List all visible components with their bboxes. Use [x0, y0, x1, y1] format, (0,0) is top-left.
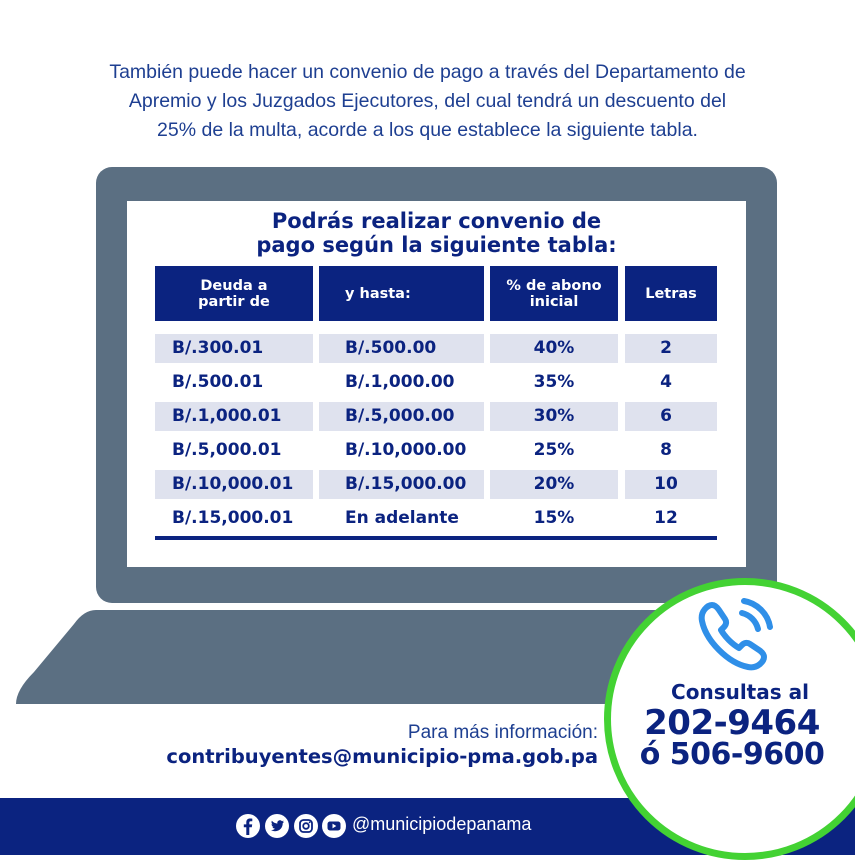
- cell-letras: 4: [660, 372, 672, 392]
- header-abono-line-2: inicial: [529, 293, 579, 310]
- cell-hasta: B/.5,000.00: [345, 406, 455, 426]
- instagram-icon[interactable]: [293, 813, 319, 839]
- cell-deuda: B/.5,000.01: [172, 440, 282, 460]
- intro-line-3: 25% de la multa, acorde a los que establece la siguiente tabla.: [157, 119, 698, 141]
- cell-letras: 12: [654, 508, 678, 528]
- header-letras-label: Letras: [645, 285, 697, 302]
- cell-abono: 25%: [533, 440, 575, 460]
- info-label: Para más información:: [407, 722, 598, 743]
- cell-deuda: B/.300.01: [172, 338, 264, 358]
- info-email-link[interactable]: contribuyentes@municipio-pma.gob.pa: [166, 745, 598, 768]
- cell-abono: 40%: [533, 338, 575, 358]
- cell-letras: 10: [654, 474, 678, 494]
- header-deuda-line-1: Deuda a: [200, 277, 268, 294]
- cell-deuda: B/.15,000.01: [172, 508, 294, 528]
- header-deuda-line-2: partir de: [198, 293, 270, 310]
- header-hasta-label: y hasta:: [345, 285, 411, 302]
- header-abono: [490, 266, 618, 321]
- phone-number-secondary[interactable]: ó 506-9600: [639, 737, 825, 772]
- header-hasta: [319, 266, 484, 321]
- cell-deuda: B/.1,000.01: [172, 406, 282, 426]
- cell-letras: 2: [660, 338, 672, 358]
- cell-hasta: B/.1,000.00: [345, 372, 455, 392]
- cell-letras: 8: [660, 440, 672, 460]
- intro-line-2: Apremio y los Juzgados Ejecutores, del cual tendrá un descuento del: [128, 90, 727, 112]
- twitter-icon[interactable]: [264, 813, 290, 839]
- consultas-label: Consultas al: [671, 680, 809, 704]
- cell-hasta: B/.500.00: [345, 338, 437, 358]
- youtube-icon[interactable]: [321, 813, 347, 839]
- cell-abono: 20%: [533, 474, 575, 494]
- intro-line-1: También puede hacer un convenio de pago a través del Departamento de: [109, 61, 746, 83]
- social-handle: @municipiodepanama: [352, 814, 532, 834]
- cell-deuda: B/.10,000.01: [172, 474, 294, 494]
- facebook-icon[interactable]: [235, 813, 261, 839]
- header-letras: [625, 266, 717, 321]
- cell-hasta: B/.15,000.00: [345, 474, 467, 494]
- table-title: [127, 209, 746, 257]
- cell-abono: 15%: [533, 508, 575, 528]
- cell-abono: 35%: [533, 372, 575, 392]
- cell-deuda: B/.500.01: [172, 372, 264, 392]
- table-title-line-2: pago según la siguiente tabla:: [256, 233, 617, 257]
- header-abono-line-1: % de abono: [506, 277, 602, 294]
- cell-hasta: En adelante: [345, 508, 459, 528]
- cell-hasta: B/.10,000.00: [345, 440, 467, 460]
- table-bottom-rule: [155, 536, 717, 540]
- header-deuda: [155, 266, 313, 321]
- intro-text: [60, 58, 795, 145]
- cell-letras: 6: [660, 406, 672, 426]
- cell-abono: 30%: [533, 406, 575, 426]
- phone-icon: [694, 597, 776, 673]
- phone-number-primary[interactable]: 202-9464: [644, 703, 820, 743]
- table-title-line-1: Podrás realizar convenio de: [271, 209, 602, 233]
